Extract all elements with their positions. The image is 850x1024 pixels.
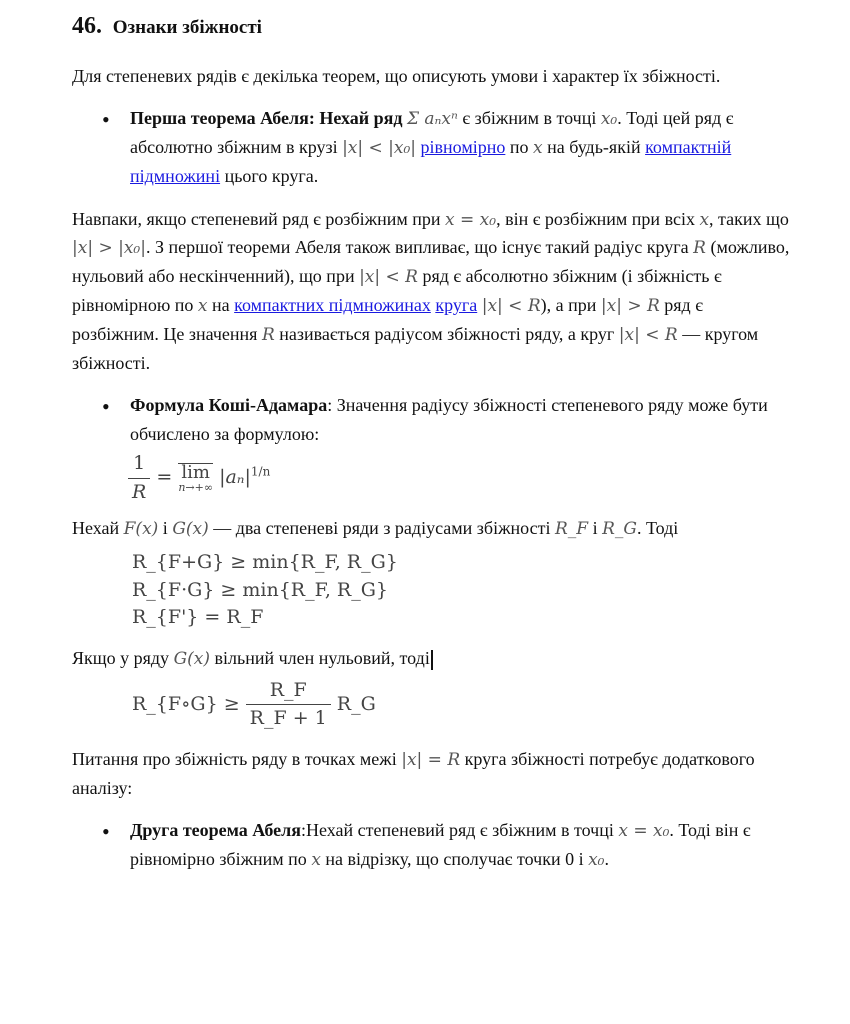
x0-symbol: x₀ bbox=[600, 109, 618, 130]
product-inequality: R_{F·G} ≥ min{R_F, R_G} bbox=[132, 578, 388, 601]
text-run: ряд є абсолютно збіжним (і збіжність є рівномірною по bbox=[72, 266, 722, 316]
equals-sign: = bbox=[156, 466, 173, 489]
text-run: і bbox=[588, 518, 603, 539]
section-number: 46. bbox=[72, 13, 102, 39]
text-run: ряд є розбіжним. Це значення bbox=[72, 295, 703, 344]
R-symbol: R bbox=[693, 238, 706, 259]
compact-subset-link[interactable]: компактній підмножині bbox=[130, 137, 732, 187]
x-greater-x0: |x| > |x₀| bbox=[72, 238, 146, 259]
x-less-R: |x| < R bbox=[618, 324, 678, 345]
cauchy-list bbox=[72, 391, 790, 448]
cauchy-item bbox=[130, 391, 790, 448]
text-run: вільний член нульовий, тоді bbox=[210, 647, 430, 668]
fraction-numerator: 1 bbox=[128, 450, 150, 479]
series-formula: Σ aₙxⁿ bbox=[406, 109, 458, 130]
text-run: :Нехай степеневий ряд є збіжним в точці bbox=[300, 819, 619, 840]
abel-first-text: по bbox=[505, 137, 533, 158]
x-equals-x0: x = x₀ bbox=[618, 820, 670, 841]
text-run: на відрізку, що сполучає точки 0 і bbox=[320, 848, 589, 869]
text-run: — кругом збіжності. bbox=[72, 323, 759, 373]
abel-second-title: Друга теорема Абеля bbox=[130, 819, 301, 840]
uniformly-link[interactable]: рівномірно bbox=[420, 137, 506, 158]
text-run: Нехай bbox=[72, 518, 124, 539]
text-run: називається радіусом збіжності ряду, а круг bbox=[274, 323, 619, 344]
derivative-equality: R_{F'} = R_F bbox=[132, 606, 264, 629]
text-run: , таких що bbox=[709, 208, 789, 229]
x-greater-R: |x| > R bbox=[600, 296, 660, 317]
exponent: 1/n bbox=[250, 464, 271, 479]
limsup-operator bbox=[178, 463, 213, 493]
composition-lhs: R_{F∘G} ≥ bbox=[132, 692, 240, 715]
composition-formula bbox=[72, 677, 790, 733]
x-symbol: x bbox=[533, 138, 543, 159]
text-run: ), а при bbox=[540, 295, 601, 316]
abel-first-text: . Тоді цей ряд є абсолютно збіжним в крузі bbox=[130, 108, 734, 158]
lim-subscript: n→+∞ bbox=[178, 481, 214, 495]
text-run: . Тоді він є рівномірно збіжним по bbox=[130, 819, 751, 869]
section-heading bbox=[72, 8, 790, 46]
reciprocal-fraction bbox=[128, 450, 150, 506]
R-symbol: R bbox=[261, 324, 275, 345]
abel-first-title: Перша теорема Абеля bbox=[130, 108, 309, 129]
section-title: Ознаки збіжності bbox=[112, 17, 262, 38]
text-cursor bbox=[431, 650, 433, 670]
disk-link[interactable]: круга bbox=[435, 295, 478, 316]
two-series-paragraph bbox=[72, 514, 790, 543]
text-run: і bbox=[158, 518, 173, 539]
boundary-paragraph bbox=[72, 745, 790, 802]
fraction-numerator: R_F bbox=[246, 677, 331, 706]
x-symbol: x bbox=[197, 296, 208, 317]
text-run: . З першої теореми Абеля також випливає, що існує такий радіус круга bbox=[145, 237, 694, 258]
composition-condition bbox=[72, 644, 790, 673]
abel-first-list bbox=[72, 104, 790, 190]
cauchy-title: Формула Коші-Адамара bbox=[130, 395, 328, 416]
abel-first-text: є збіжним в точці bbox=[457, 108, 601, 129]
RG-symbol: R_G bbox=[602, 519, 637, 540]
abel-first-text: цього круга. bbox=[220, 166, 319, 187]
x-symbol: x bbox=[311, 849, 321, 870]
text-run: . Тоді bbox=[636, 518, 679, 539]
x-less-R: |x| < R bbox=[359, 267, 418, 288]
abel-first-item bbox=[130, 104, 790, 190]
text-run: Питання про збіжність ряду в точках межі bbox=[72, 748, 402, 769]
text-run: на bbox=[207, 295, 235, 316]
text-run: (можливо, нульовий або нескінченний), що при bbox=[72, 237, 790, 287]
coefficient-abs: |aₙ| bbox=[219, 466, 251, 489]
composition-fraction bbox=[246, 677, 331, 733]
abel-first-text: : Нехай ряд bbox=[308, 108, 407, 129]
G-symbol: G(x) bbox=[173, 648, 210, 669]
lim-text: lim bbox=[178, 463, 213, 482]
boundary-equation: |x| = R bbox=[401, 749, 461, 770]
RF-symbol: R_F bbox=[554, 519, 589, 540]
F-symbol: F(x) bbox=[123, 519, 159, 540]
text-run: круга збіжності потребує додаткового аналізу: bbox=[72, 748, 755, 798]
abel-second-item bbox=[130, 816, 790, 874]
G-symbol: G(x) bbox=[172, 519, 209, 540]
intro-paragraph: Для степеневих рядів є декілька теорем, що описують умови і характер їх збіжності. bbox=[72, 65, 721, 86]
inequality-block bbox=[72, 549, 790, 632]
x-equals-x0: x = x₀ bbox=[445, 209, 497, 230]
sum-inequality: R_{F+G} ≥ min{R_F, R_G} bbox=[132, 551, 398, 574]
abel-second-list bbox=[72, 816, 790, 874]
cauchy-text: : Значення радіусу збіжності степеневого ряду може бути обчислено за формулою: bbox=[130, 395, 768, 444]
fraction-denominator: R_F + 1 bbox=[249, 707, 327, 730]
composition-rhs: R_G bbox=[336, 692, 376, 715]
abel-first-text: на будь-якій bbox=[542, 137, 646, 158]
text-run: Якщо у ряду bbox=[72, 647, 174, 668]
text-run: Навпаки, якщо степеневий ряд є розбіжним при bbox=[72, 208, 446, 229]
compact-subsets-link[interactable]: компактних підмножинах bbox=[234, 295, 431, 316]
divergence-paragraph bbox=[72, 205, 790, 378]
disk-condition: |x| < |x₀| bbox=[342, 138, 417, 159]
fraction-denominator: R bbox=[132, 480, 147, 503]
x-symbol: x bbox=[699, 209, 710, 230]
text-run: , він є розбіжним при всіх bbox=[496, 208, 700, 229]
text-run: . bbox=[604, 848, 609, 869]
text-run: — два степеневі ряди з радіусами збіжності bbox=[208, 518, 555, 539]
x0-symbol: x₀ bbox=[588, 849, 605, 870]
x-less-R: |x| < R bbox=[481, 296, 541, 317]
cauchy-formula bbox=[72, 450, 790, 506]
